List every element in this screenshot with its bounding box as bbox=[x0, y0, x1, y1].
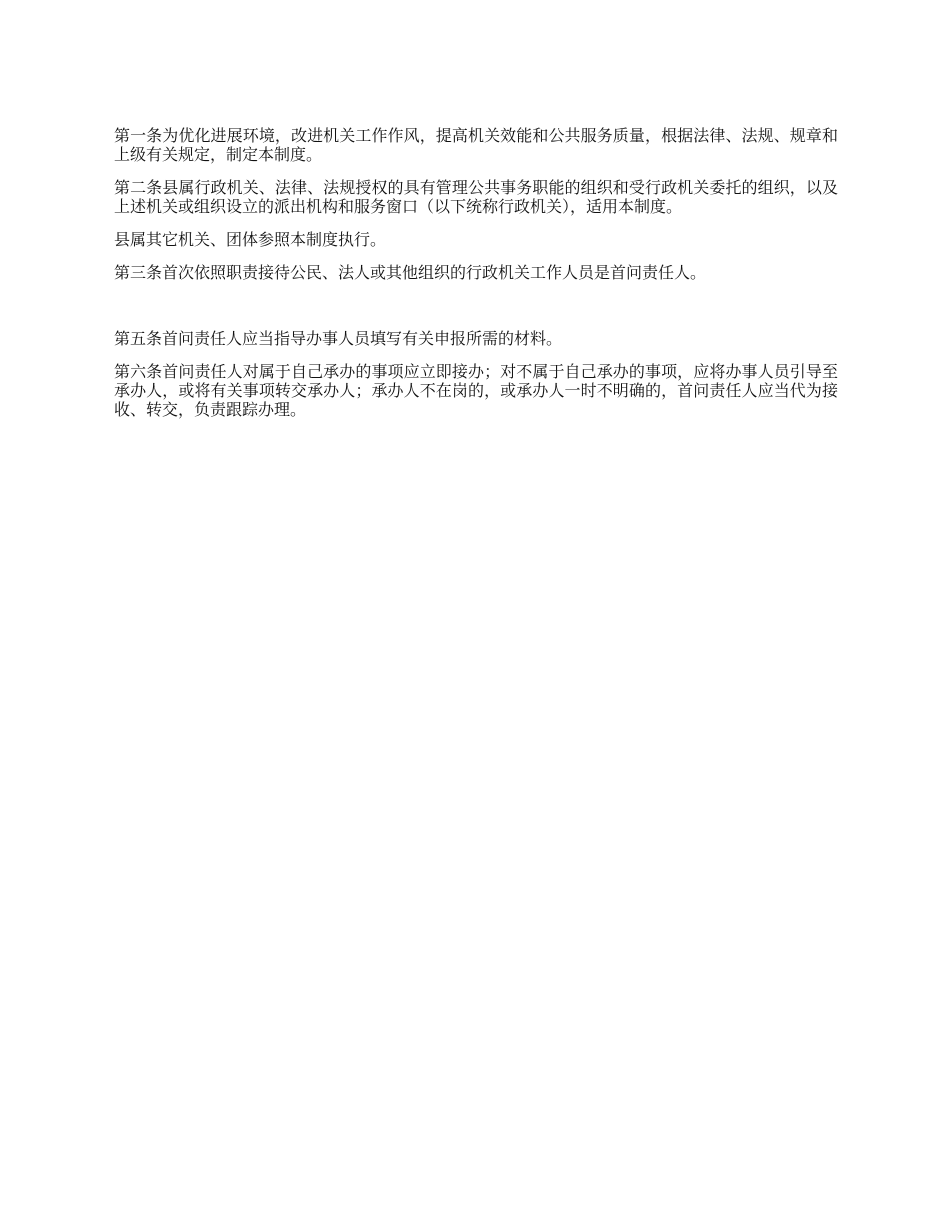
article-3-paragraph: 第三条首次依照职责接待公民、法人或其他组织的行政机关工作人员是首问责任人。 bbox=[114, 263, 707, 282]
article-1-paragraph: 第一条为优化进展环境，改进机关工作作风，提高机关效能和公共服务质量，根据法律、法规、规章和上级有关规定，制定本制度。 bbox=[114, 126, 838, 164]
article-5-paragraph: 第五条首问责任人应当指导办事人员填写有关申报所需的材料。 bbox=[114, 329, 563, 348]
article-6-paragraph: 第六条首问责任人对属于自己承办的事项应立即接办；对不属于自己承办的事项，应将办事人员引导至承办人，或将有关事项转交承办人；承办人不在岗的，或承办人一时不明确的，首问责任人应当代为接收、转交，负责跟踪办理。 bbox=[114, 362, 838, 419]
other-organs-paragraph: 县属其它机关、团体参照本制度执行。 bbox=[114, 230, 387, 249]
document-body bbox=[114, 126, 838, 433]
article-2-paragraph: 第二条县属行政机关、法律、法规授权的具有管理公共事务职能的组织和受行政机关委托的组织，以及上述机关或组织设立的派出机构和服务窗口（以下统称行政机关），适用本制度。 bbox=[114, 178, 838, 216]
blank-space bbox=[114, 296, 838, 329]
